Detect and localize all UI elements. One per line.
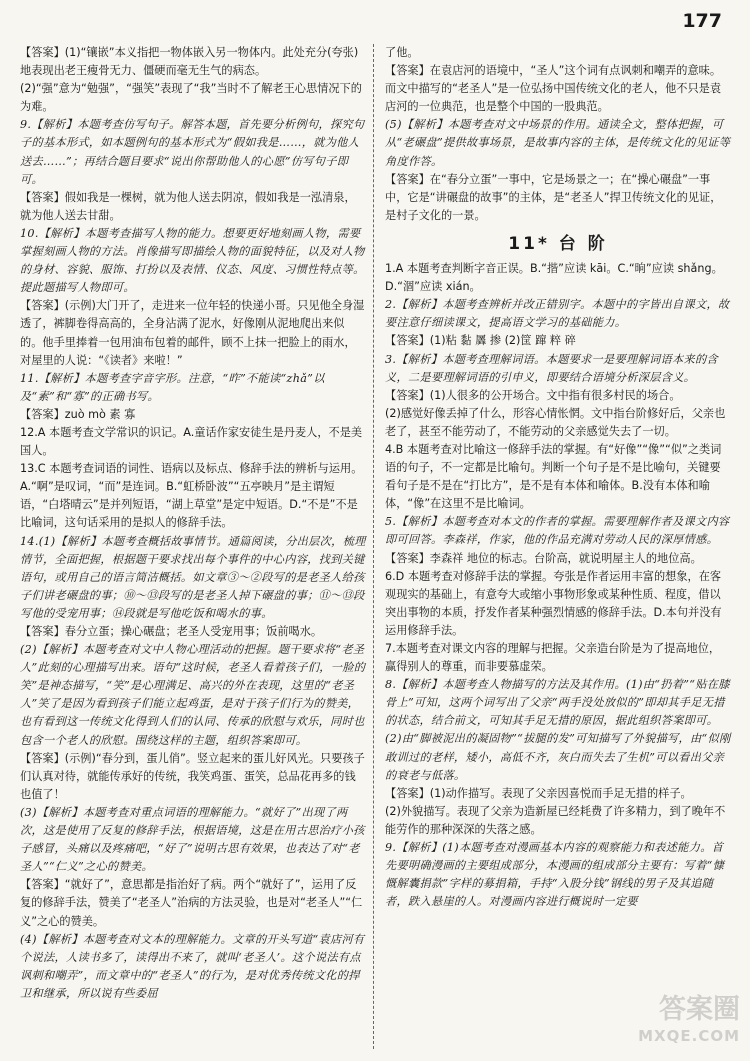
answer-paragraph: 6.D 本题考查对修辞手法的掌握。夸张是作者运用丰富的想象，在客观现实的基础上，有意夸大或缩小事物形象或某种性质、程度，借以突出事物的本质，抒发作者某种强烈情感的修辞手法。D.本句并没有运用修辞手法。 bbox=[385, 569, 722, 637]
answer-paragraph: (4)【解析】本题考查对文本的理解能力。文章的开头写道“袁店河有个说法，人读书多了，读得出不来了，就叫‘老圣人’。这个说法有点讽刺和嘲弄”，而文章中的“老圣人”的行为，是对优秀传统文化的捍卫和继承，所以说有些委屈 bbox=[20, 932, 365, 1000]
answer-paragraph: (3)【解析】本题考查对重点词语的理解能力。“就好了”出现了两次，这是使用了反复的修辞手法，根据语境，这是在用古思治疗小孩子感冒，头痛以及疼痛吧，“好了”说明古思有效果，也表达了对“老圣人”“仁义”之心的赞美。 bbox=[20, 805, 365, 874]
column-divider bbox=[373, 44, 374, 1049]
watermark bbox=[638, 994, 740, 1049]
answer-paragraph: 【答案】春分立蛋；操心碾盘；老圣人受宠用事；饭前喝水。 bbox=[20, 625, 323, 638]
answer-paragraph: 14.(1)【解析】本题考查概括故事情节。通篇阅读，分出层次，梳理情节，全面把握，根据题干要求找出每个事件的中心内容，找到关键语句，或用自己的语言简洁概括。如文章③～②段写的是老圣人给孩子们讲老碾盘的事；⑩～⑬段写的是老圣人掉下碾盘的事；⑪～⑬段写他的受宠用事；⑭段就是写他吃饭和喝水的事。 bbox=[20, 534, 366, 620]
answer-paragraph: (2)外貌描写。表现了父亲为造新屋已经耗费了许多精力，到了晚年不能劳作的那种深深的失落之感。 bbox=[385, 804, 726, 836]
answer-paragraph: 【答案】(1)人很多的公开场合。文中指有很多村民的场合。 bbox=[385, 388, 681, 402]
answer-paragraph: 【答案】(1)动作描写。表现了父亲因喜悦而手足无措的样子。 bbox=[385, 786, 692, 800]
answer-paragraph: 2.【解析】本题考查辨析并改正错别字。本题中的字皆出自课文，故要注意仔细读课文，提高语文学习的基础能力。 bbox=[385, 298, 730, 330]
answer-paragraph: 【答案】(1)“镶嵌”本义指把一物体嵌入另一物体内。此处充分(夸张)地表现出老王瘦骨无力、僵硬而毫无生气的病态。 bbox=[20, 46, 359, 78]
lesson-number: 11* bbox=[508, 233, 550, 254]
answer-paragraph: 了他。 bbox=[385, 46, 419, 59]
answer-paragraph: 【答案】zuò mò 素 寡 bbox=[20, 407, 136, 421]
answer-paragraph: 【答案】(1)粘 黏 羼 掺 (2)筐 蹿 粹 碎 bbox=[385, 334, 576, 348]
answer-paragraph: (2)感觉好像丢掉了什么，形容心情怅惘。文中指台阶修好后，父亲也老了，甚至不能劳动了，不能劳动的父亲感觉失去了一切。 bbox=[385, 406, 726, 438]
answer-paragraph: 【答案】在袁店河的语境中，“圣人”这个词有点讽刺和嘲弄的意味。而文中描写的“老圣人”是一位弘扬中国传统文化的老人，他不只是袁店河的一位典范，也是整个中国的一股典范。 bbox=[385, 64, 722, 114]
answer-paragraph: 4.B 本题考查对比喻这一修辞手法的掌握。有“好像”“像”“似”之类词语的句子，不一定都是比喻句。判断一个句子是不是比喻句，关键要看句子是不是在“打比方”，是不是有本体和喻体。B.没有本体和喻体，“像”在这里不是比喻词。 bbox=[385, 442, 722, 511]
answer-paragraph: 3.【解析】本题考查理解词语。本题要求一是要理解词语本来的含义，二是要理解词语的引申义，即要结合语境分析深层含义。 bbox=[385, 352, 718, 384]
answer-paragraph: 13.C 本题考查词语的词性、语病以及标点、修辞手法的辨析与运用。A.“啊”是叹词，“而”是连词。B.“虹桥卧波”“五亭映月”是主谓短语，“白塔晴云”是并列短语，“湖上草堂”是定中短语。D.“不是”不是比喻词，这句话采用的是拟人的修辞手法。 bbox=[20, 462, 363, 530]
answer-paragraph: 【答案】在“春分立蛋”一事中，它是场景之一；在“操心碾盘”一事中，它是“讲碾盘的故事”的主体，是“老圣人”捍卫传统文化的见证，是村子文化的一景。 bbox=[385, 172, 722, 222]
left-column bbox=[20, 44, 366, 1003]
answer-paragraph: (2)“强”意为“勉强”，“强笑”表现了“我”当时不了解老王心思情况下的为难。 bbox=[20, 82, 362, 114]
answer-paragraph: 12.A 本题考查文学常识的识记。A.童话作家安徒生是丹麦人，不是美国人。 bbox=[20, 425, 363, 458]
watermark-url: MXQE.COM bbox=[638, 1027, 740, 1045]
answer-paragraph: 8.【解析】本题考查人物描写的方法及其作用。(1)由“扔着”“贴在膝骨上”可知，这两个词写出了父亲“两手没处放似的”即却其手足无措的状态，结合前文，可知其手足无措的原因，据此组织答案即可。(2)由“脚被泥出的凝固物”“拔腿的发”可知描写了外貌描写，由“似刚敢训过的老样，矮小，高低不齐，灰白而失去了生机”可以看出父亲的衰老与低落。 bbox=[385, 678, 731, 782]
answer-paragraph: 【答案】(示例)“春分到，蛋儿俏”。竖立起来的蛋儿好风光。只要孩子们认真对待，就能传承好的传统，我笑鸡蛋、蛋笑，总品花再多的钱也值了！ bbox=[20, 751, 365, 801]
answer-paragraph: 1.A 本题考查判断字音正误。B.“揩”应读 kāi。C.“晌”应读 shǎng。D.“涸”应读 xián。 bbox=[385, 262, 723, 294]
answer-paragraph: 9.【解析】本题考查仿写句子。解答本题，首先要分析例句，探究句子的基本形式，如本题例句的基本形式为“假如我是……，就为他人送去……”；再结合题目要求“说出你帮助他人的心愿”仿写句子即可。 bbox=[20, 118, 365, 186]
answer-paragraph: 【答案】李森祥 地位的标志。台阶高，就说明屋主人的地位高。 bbox=[385, 551, 702, 565]
watermark-logo: 答案圈 bbox=[659, 994, 740, 1025]
answer-paragraph: 【答案】(示例)大门开了，走进来一位年轻的快递小哥。只见他全身湿透了，裤脚卷得高高的，全身沾满了泥水，好像刚从泥地爬出来似的。他手里捧着一包用油布包着的邮件，顾不上抹一把脸上的雨水，对屋里的人说：“《读者》来啦！” bbox=[20, 299, 365, 367]
lesson-title: 台 阶 bbox=[558, 233, 608, 254]
answer-paragraph: 5.【解析】本题考查对本文的作者的掌握。需要理解作者及课文内容即可回答。李森祥，作家，他的作品充满对劳动人民的深厚情感。 bbox=[385, 515, 730, 547]
lesson-heading bbox=[385, 235, 731, 253]
answer-paragraph: 10.【解析】本题考查描写人物的能力。想要更好地刻画人物，需要掌握刻画人物的方法。肖像描写即描绘人物的面貌特征，以及对人物的身材、容貌、服饰、打扮以及表情、仪态、风度、习惯性特点等。提此题描写人物即可。 bbox=[20, 226, 365, 295]
answer-paragraph: (5)【解析】本题考查对文中场景的作用。通读全文，整体把握，可从“老碾盘”提供故事场景，是故事内容的主体，是传统文化的见证等角度作答。 bbox=[385, 118, 731, 168]
right-column-bottom bbox=[385, 260, 731, 911]
answer-paragraph: 【答案】假如我是一棵树，就为他人送去阴凉，假如我是一泓清泉，就为他人送去甘甜。 bbox=[20, 190, 356, 222]
answer-paragraph: 9.【解析】(1)本题考查对漫画基本内容的观察能力和表述能力。首先要明确漫画的主要组成部分，本漫画的组成部分主要有：写着“慷慨解囊捐款”字样的募捐箱，手持“入股分钱”钢线的男子及其追随者，跌入悬崖的人。对漫画内容进行概说时一定要 bbox=[385, 841, 725, 909]
answer-paragraph: 【答案】“就好了”，意思都是指治好了病。两个“就好了”，运用了反复的修辞手法，赞美了“老圣人”治病的方法灵验，也是对“老圣人”“仁义”之心的赞美。 bbox=[20, 878, 363, 928]
answer-paragraph: (2)【解析】本题考查对文中人物心理活动的把握。题干要求将“老圣人”此刻的心理描写出来。语句“这时候，老圣人看着孩子们，一脸的笑”是神态描写，“笑”是心理满足、高兴的外在表现，这里的“老圣人”笑了是因为看到孩子们能立起鸡蛋，是对于孩子们行为的赞美，也有看到这一传统文化得到人们的认同、传承的欣慰与欢乐，同时也包含一个老人的欣慰。围绕这样的主题，组织答案即可。 bbox=[20, 643, 366, 747]
right-column-top bbox=[385, 44, 731, 225]
answer-paragraph: 7.本题考查对课文内容的理解与把握。父亲造台阶是为了提高地位，赢得别人的尊重，而非要慕虚荣。 bbox=[385, 642, 721, 674]
right-column bbox=[385, 44, 731, 911]
page-number: 177 bbox=[682, 10, 722, 32]
answer-paragraph: 11.【解析】本题考查字音字形。注意，“昨”不能读“zhǎ”以及“素”和“寡”的正确书写。 bbox=[20, 371, 325, 403]
